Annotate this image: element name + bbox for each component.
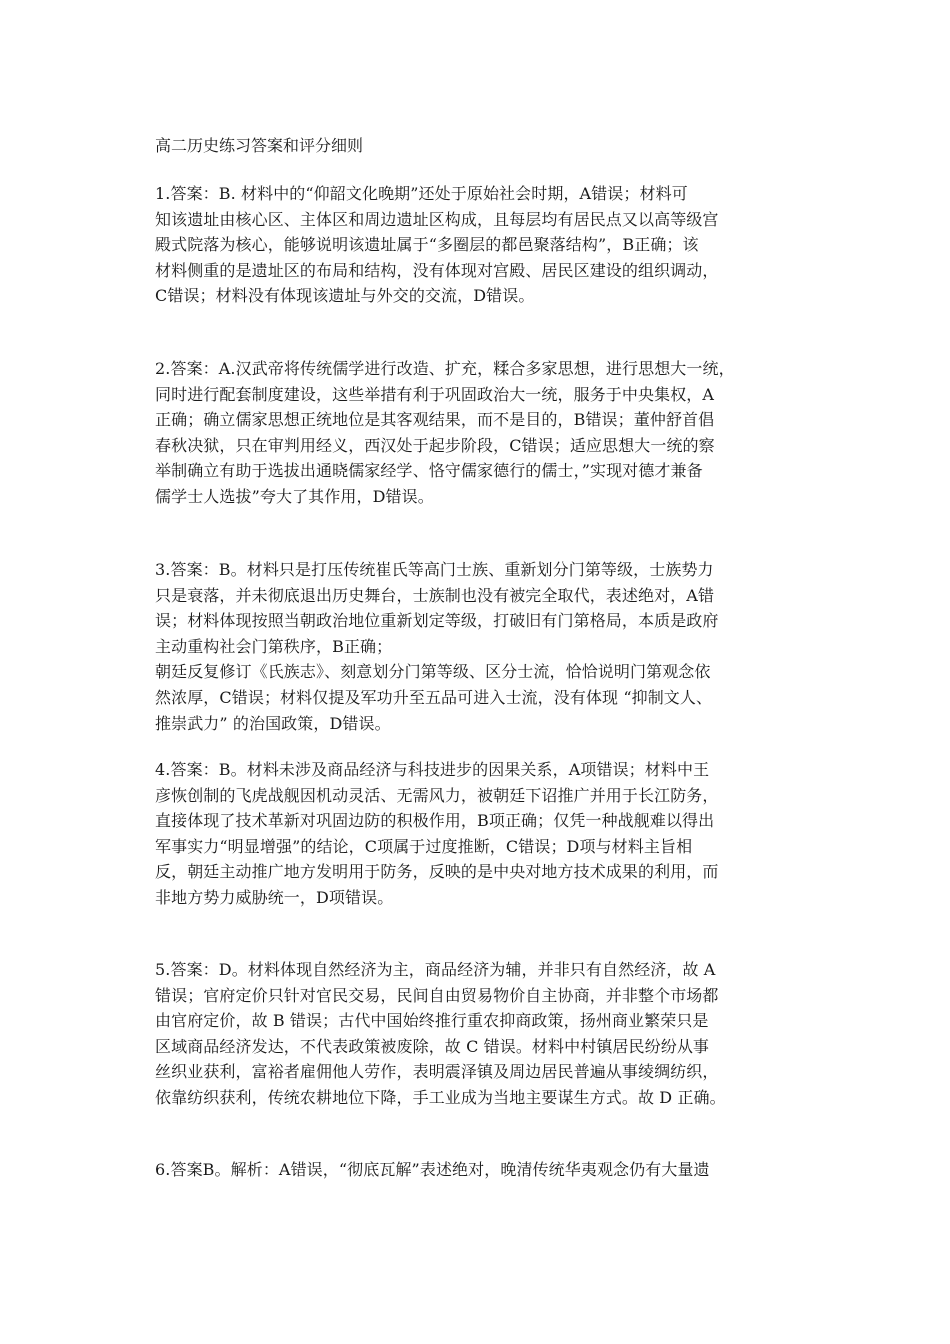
answer-3-line: 3.答案：B。材料只是打压传统崔氏等高门士族、重新划分门第等级，士族势力 bbox=[155, 560, 714, 579]
answer-5-line: 5.答案：D。材料体现自然经济为主，商品经济为辅，并非只有自然经济，故 A bbox=[155, 960, 716, 979]
answer-1-line: 1.答案：B. 材料中的“仰韶文化晚期”还处于原始社会时期，A错误；材料可 bbox=[155, 184, 688, 203]
answer-4-line: 反，朝廷主动推广地方发明用于防务，反映的是中央对地方技术成果的利用，而 bbox=[155, 862, 719, 882]
answer-5 bbox=[155, 957, 825, 1111]
answer-5-line: 错误；官府定价只针对官民交易，民间自由贸易物价自主协商，并非整个市场都 bbox=[155, 985, 719, 1005]
answer-2-line: 春秋决狱，只在审判用经义，西汉处于起步阶段，C错误；适应思想大一统的察 bbox=[155, 435, 715, 455]
answer-4 bbox=[155, 757, 825, 911]
answer-2-line: 2.答案：A.汉武帝将传统儒学进行改造、扩充，糅合多家思想，进行思想大一统， bbox=[155, 359, 735, 378]
answer-3-line: 推崇武力” 的治国政策，D错误。 bbox=[155, 713, 391, 733]
answer-2-line: 同时进行配套制度建设，这些举措有利于巩固政治大一统，服务于中央集权，A bbox=[155, 384, 715, 404]
answer-3-line: 只是衰落，并未彻底退出历史舞台，士族制也没有被完全取代，表述绝对，A错 bbox=[155, 585, 715, 605]
answer-3-line: 主动重构社会门第秩序，B正确； bbox=[155, 636, 393, 656]
answer-1-line: 材料侧重的是遗址区的布局和结构，没有体现对宫殿、居民区建设的组织调动， bbox=[155, 260, 719, 280]
answer-3-line: 然浓厚，C错误；材料仅提及军功升至五品可进入士流，没有体现 “抑制文人、 bbox=[155, 687, 713, 707]
answer-4-line: 彦恢创制的飞虎战舰因机动灵活、无需风力，被朝廷下诏推广并用于长江防务， bbox=[155, 785, 719, 805]
answer-3-line: 误；材料体现按照当朝政治地位重新划定等级，打破旧有门第格局，本质是政府 bbox=[155, 611, 719, 631]
answer-4-line: 4.答案：B。材料未涉及商品经济与科技进步的因果关系，A项错误；材料中王 bbox=[155, 760, 710, 779]
answer-5-line: 依靠纺织获利，传统农耕地位下降，手工业成为当地主要谋生方式。故 D 正确。 bbox=[155, 1087, 726, 1107]
answer-4-line: 非地方势力威胁统一，D项错误。 bbox=[155, 887, 394, 907]
answer-1-line: C错误；材料没有体现该遗址与外交的交流，D错误。 bbox=[155, 286, 535, 306]
answer-1-line: 知该遗址由核心区、主体区和周边遗址区构成，且每层均有居民点又以高等级宫 bbox=[155, 209, 719, 229]
answer-3-line: 朝廷反复修订《氏族志》、刻意划分门第等级、区分士流，恰恰说明门第观念依 bbox=[155, 662, 711, 682]
answer-1 bbox=[155, 181, 825, 309]
answer-5-line: 区域商品经济发达，不代表政策被废除，故 C 错误。材料中村镇居民纷纷从事 bbox=[155, 1036, 710, 1056]
document-title: 高二历史练习答案和评分细则 bbox=[155, 136, 364, 155]
answer-5-line: 丝织业获利，富裕者雇佣他人劳作，表明震泽镇及周边居民普遍从事绫绸纺织， bbox=[155, 1062, 719, 1082]
answer-4-line: 军事实力“明显增强”的结论，C项属于过度推断，C错误；D项与材料主旨相 bbox=[155, 836, 693, 856]
answer-2 bbox=[155, 356, 825, 510]
answer-1-line: 殿式院落为核心，能够说明该遗址属于“多圈层的都邑聚落结构”，B正确；该 bbox=[155, 235, 699, 255]
answer-5-line: 由官府定价，故 B 错误；古代中国始终推行重农抑商政策，扬州商业繁荣只是 bbox=[155, 1011, 709, 1031]
answer-2-line: 儒学士人选拔”夸大了其作用，D错误。 bbox=[155, 486, 434, 506]
answer-2-line: 正确；确立儒家思想正统地位是其客观结果，而不是目的，B错误；董仲舒首倡 bbox=[155, 410, 715, 430]
answer-4-line: 直接体现了技术革新对巩固边防的积极作用，B项正确；仅凭一种战舰难以得出 bbox=[155, 811, 715, 831]
answer-2-line: 举制确立有助于选拔出通晓儒家经学、恪守儒家德行的儒士，”实现对德才兼备 bbox=[155, 461, 703, 481]
answer-3 bbox=[155, 557, 825, 736]
answer-6 bbox=[155, 1157, 825, 1183]
answer-6-line: 6.答案B。解析：A错误，“彻底瓦解”表述绝对，晚清传统华夷观念仍有大量遗 bbox=[155, 1160, 710, 1179]
